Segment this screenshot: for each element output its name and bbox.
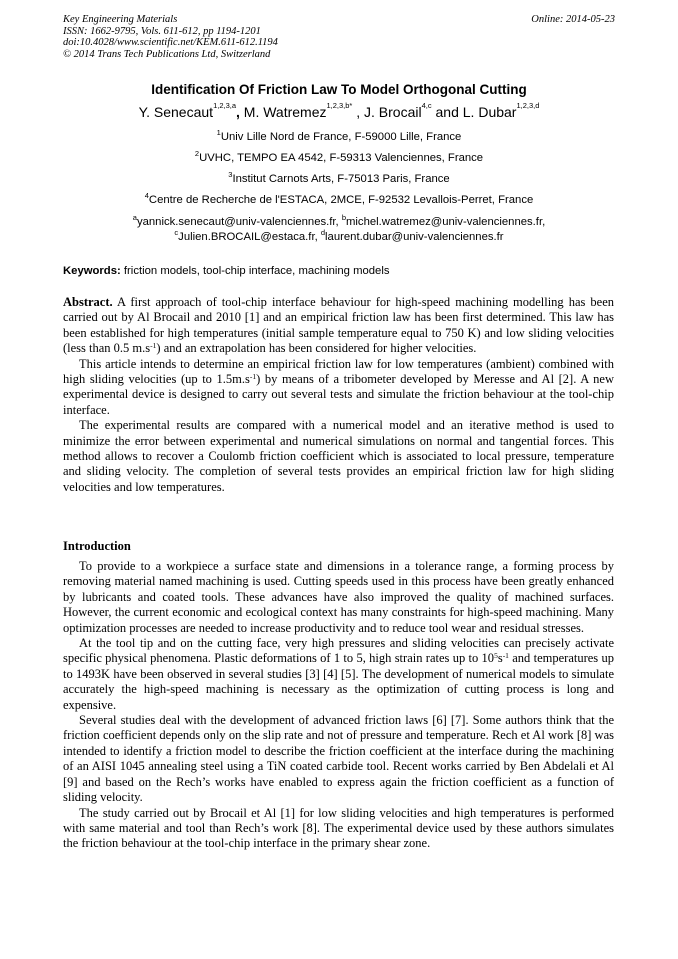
author-affil-sup: 1,2,3,d — [516, 101, 540, 110]
abstract-text: This article intends to determine an empirical friction law for low temperatures (ambient) combined with high sliding velocities (up to 1.5m.s — [63, 356, 614, 387]
body-text: s — [497, 651, 503, 666]
author-separator: and — [431, 104, 463, 120]
author-separator: , — [352, 104, 365, 120]
author-name: J. Brocail — [364, 104, 422, 120]
abstract-paragraph: The experimental results are compared with a numerical model and an iterative method is used to minimize the error between experimental and numerical simulations on normal and tangential forces. This method allows to recover a Coulomb friction coefficient which is associated to local pressure, temperature and sliding velocity. The completion of several tests provides an empirical friction law for high sliding velocities and low temperatures. — [63, 418, 614, 494]
superscript: -1 — [249, 372, 257, 382]
superscript: -1 — [502, 651, 509, 661]
affiliation-2 — [0, 149, 678, 164]
email-sup: d — [320, 228, 326, 237]
email-address: yannick.senecaut@univ-valenciennes.fr, — [136, 216, 342, 228]
email-address: laurent.dubar@univ-valenciennes.fr — [325, 231, 504, 243]
author-separator: , — [236, 104, 244, 120]
doi-line: doi:10.4028/www.scientific.net/KEM.611-612.1194 — [63, 37, 278, 49]
abstract-paragraph — [63, 357, 614, 419]
affiliation-sup: 1 — [216, 128, 221, 137]
author-name: L. Dubar — [462, 104, 517, 120]
body-paragraph — [63, 636, 614, 713]
affiliation-sup: 3 — [228, 170, 233, 179]
affiliation-text: UVHC, TEMPO EA 4542, F-59313 Valenciennes, France — [199, 152, 484, 164]
body-paragraph: To provide to a workpiece a surface state and dimensions in a tolerance range, a forming process by removing material named machining is used. Cutting speeds used in this process have been greatly enhanced by lubricants and coated tools. These advances have also improved the quality of machined surfaces. However, the current economic and ecological context has many constraints for high-speed machining. Many optimization processes are needed to increase productivity and to reduce tool wear and residual stresses. — [63, 559, 614, 635]
author-list — [0, 101, 678, 120]
abstract-paragraph — [63, 295, 614, 357]
affiliation-4 — [0, 191, 678, 206]
body-text: and temperatures up to 1493K have been observed in several studies [3] [4] [5]. The development of numerical models to simulate accurately the high-speed machining is necessary as the optimization of cutting process is long and expensive. — [63, 651, 614, 712]
superscript: -1 — [150, 341, 157, 351]
paper-title: Identification Of Friction Law To Model Orthogonal Cutting — [151, 82, 527, 97]
superscript: 5 — [494, 651, 498, 661]
keywords-label: Keywords: — [63, 265, 121, 277]
affiliation-sup: 2 — [194, 149, 200, 158]
abstract-text: ) by means of a tribometer developed by Meresse and Al [2]. A new experimental device is designed to carry out several tests and simulate the friction behaviour at the tool-chip interface. — [63, 372, 614, 417]
body-paragraph: The study carried out by Brocail et Al [1] for low sliding velocities and high temperatures is performed with same material and tool than Rech’s work [8]. The experimental device used by these authors simulates the friction behaviour at the tool-chip interface in the primary shear zone. — [63, 805, 614, 851]
author-affil-sup: 1,2,3,b* — [326, 101, 353, 110]
abstract-text: A first approach of tool-chip interface behaviour for high-speed machining modelling has been carried out by Al Brocail and 2010 [1] and an empirical friction law has been first determined. This law has been established for high temperatures (initial sample temperature equal to 750 K) and low sliding velocities (less than 0.5 m.s — [63, 295, 614, 356]
author-affil-sup: 1,2,3,a — [213, 101, 236, 110]
affiliation-text: Institut Carnots Arts, F-75013 Paris, France — [232, 173, 450, 185]
email-address: Julien.BROCAIL@estaca.fr, — [178, 231, 321, 243]
affiliation-text: Centre de Recherche de l'ESTACA, 2MCE, F-92532 Levallois-Perret, France — [148, 194, 534, 206]
body-paragraph: Several studies deal with the development of advanced friction laws [6] [7]. Some authors think that the friction coefficient depends only on the slip rate and not of pressure and temperature. Rech et Al work [8] was intended to identify a friction model to describe the friction coefficient at the interface during the machining of an AISI 1045 annealing steel using a TiN coated carbide tool. Recent works carried by Ben Abdelali et Al [9] and based on the Rech’s works have enabled to express again the friction coefficient as a function of sliding velocity. — [63, 713, 614, 805]
author-name: Y. Senecaut — [138, 104, 214, 120]
abstract — [63, 295, 614, 495]
body-text: At the tool tip and on the cutting face, very high pressures and sliding velocities can precisely activate specific physical phenomena. Plastic deformations of 1 to 5, high strain rates up to 10 — [63, 636, 614, 666]
page-header — [63, 14, 615, 60]
keywords — [63, 265, 390, 277]
keywords-text: friction models, tool-chip interface, machining models — [120, 265, 390, 277]
copyright-line: © 2014 Trans Tech Publications Ltd, Switzerland — [63, 48, 271, 60]
introduction — [63, 559, 614, 852]
author-name: M. Watremez — [243, 104, 327, 120]
abstract-label: Abstract. — [63, 295, 113, 309]
author-affil-sup: 4,c — [421, 101, 432, 110]
issn-line: ISSN: 1662-9795, Vols. 611-612, pp 1194-1201 — [63, 25, 261, 37]
email-address: michel.watremez@univ-valenciennes.fr, — [346, 216, 546, 228]
abstract-text: ) and an extrapolation has been considered for higher velocities. — [156, 341, 477, 356]
affiliation-3 — [0, 170, 678, 185]
email-line-2 — [0, 228, 678, 243]
online-date: Online: 2014-05-23 — [531, 14, 615, 25]
section-heading: Introduction — [63, 539, 131, 553]
email-line-1 — [0, 213, 678, 228]
affiliation-sup: 4 — [144, 191, 149, 200]
affiliation-1 — [0, 128, 678, 143]
affiliation-text: Univ Lille Nord de France, F-59000 Lille, France — [220, 131, 462, 143]
journal-name: Key Engineering Materials — [63, 14, 178, 25]
email-sup: b — [341, 213, 347, 222]
email-sup: a — [132, 213, 137, 222]
email-sup: c — [174, 228, 179, 237]
